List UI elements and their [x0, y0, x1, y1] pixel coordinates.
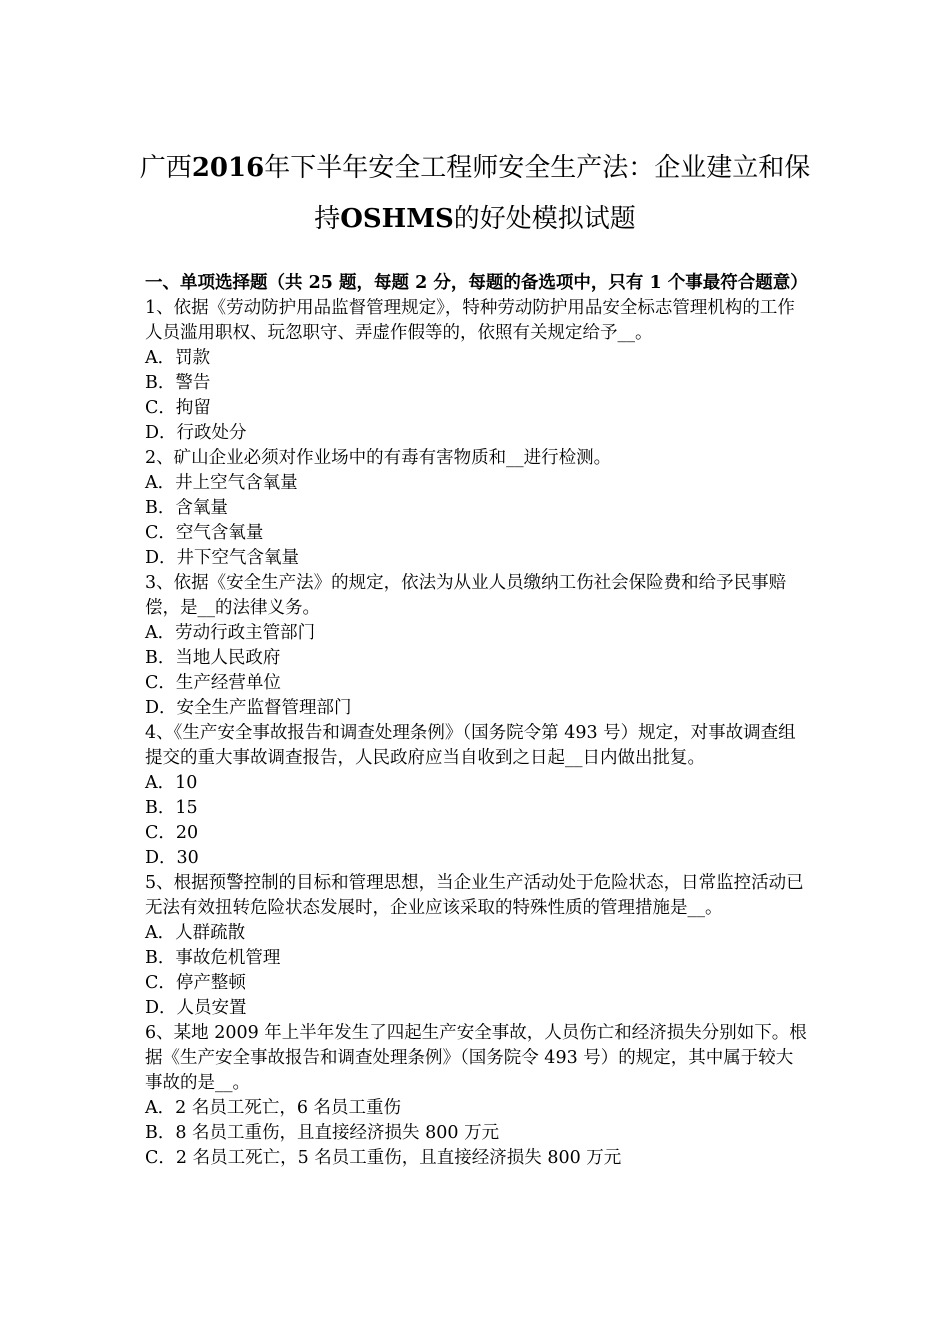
question-option: D．井下空气含氧量: [145, 548, 300, 568]
question-option: B．当地人民政府: [145, 648, 281, 668]
question-item: [145, 721, 810, 871]
question-stem: 6、某地 2009 年上半年发生了四起生产安全事故，人员伤亡和经济损失分别如下。根据《生产安全事故报告和调查处理条例》（国务院令 493 号）的规定，其中属于较大事故的是__。: [145, 1023, 807, 1093]
question-option: C．20: [145, 823, 199, 843]
question-item: [145, 571, 810, 721]
question-option: A．10: [145, 773, 198, 793]
question-option: C．空气含氧量: [145, 523, 264, 543]
title-line-2: [120, 194, 830, 245]
question-stem: 1、依据《劳动防护用品监督管理规定》，特种劳动防护用品安全标志管理机构的工作人员滥用职权、玩忽职守、弄虚作假等的，依照有关规定给予__。: [145, 298, 795, 343]
section-heading: 一、单项选择题（共 25 题，每题 2 分，每题的备选项中，只有 1 个事最符合题意）: [145, 273, 808, 293]
question-option: D．30: [145, 848, 199, 868]
document-body: [145, 271, 810, 1171]
question-option: B．警告: [145, 373, 211, 393]
question-option: B．15: [145, 798, 198, 818]
question-option: C．生产经营单位: [145, 673, 281, 693]
title-text: 持: [314, 204, 341, 234]
question-option: B．事故危机管理: [145, 948, 281, 968]
question-stem: 3、依据《安全生产法》的规定，依法为从业人员缴纳工伤社会保险费和给予民事赔偿，是__的法律义务。: [145, 573, 787, 618]
question-option: A．劳动行政主管部门: [145, 623, 316, 643]
question-item: [145, 871, 810, 1021]
title-line-1: [120, 143, 830, 194]
title-text: 年下半年安全工程师安全生产法：企业建立和保: [264, 153, 811, 183]
question-option: C．2 名员工死亡，5 名员工重伤，且直接经济损失 800 万元: [145, 1148, 622, 1168]
question-item: [145, 446, 810, 571]
question-item: [145, 296, 810, 446]
question-stem: 2、矿山企业必须对作业场中的有毒有害物质和__进行检测。: [145, 448, 612, 468]
question-option: D．行政处分: [145, 423, 247, 443]
question-stem: 5、根据预警控制的目标和管理思想，当企业生产活动处于危险状态，日常监控活动已无法有效扭转危险状态发展时，企业应该采取的特殊性质的管理措施是__。: [145, 873, 804, 918]
question-option: D．安全生产监督管理部门: [145, 698, 352, 718]
title-year: 2016: [191, 153, 265, 183]
title-oshms: OSHMS: [340, 204, 454, 234]
question-option: A．2 名员工死亡，6 名员工重伤: [145, 1098, 402, 1118]
question-option: A．人群疏散: [145, 923, 246, 943]
question-option: A．罚款: [145, 348, 211, 368]
question-option: D．人员安置: [145, 998, 247, 1018]
document-title: [120, 143, 830, 245]
question-option: A．井上空气含氧量: [145, 473, 298, 493]
question-option: C．停产整顿: [145, 973, 246, 993]
question-option: B．含氧量: [145, 498, 228, 518]
title-text: 的好处模拟试题: [453, 204, 636, 234]
question-stem: 4、《生产安全事故报告和调查处理条例》（国务院令第 493 号）规定，对事故调查组提交的重大事故调查报告，人民政府应当自收到之日起__日内做出批复。: [145, 723, 796, 768]
title-text: 广西: [139, 153, 192, 183]
question-item: [145, 1021, 810, 1171]
question-option: B．8 名员工重伤，且直接经济损失 800 万元: [145, 1123, 500, 1143]
question-option: C．拘留: [145, 398, 211, 418]
question-list: [145, 296, 810, 1171]
